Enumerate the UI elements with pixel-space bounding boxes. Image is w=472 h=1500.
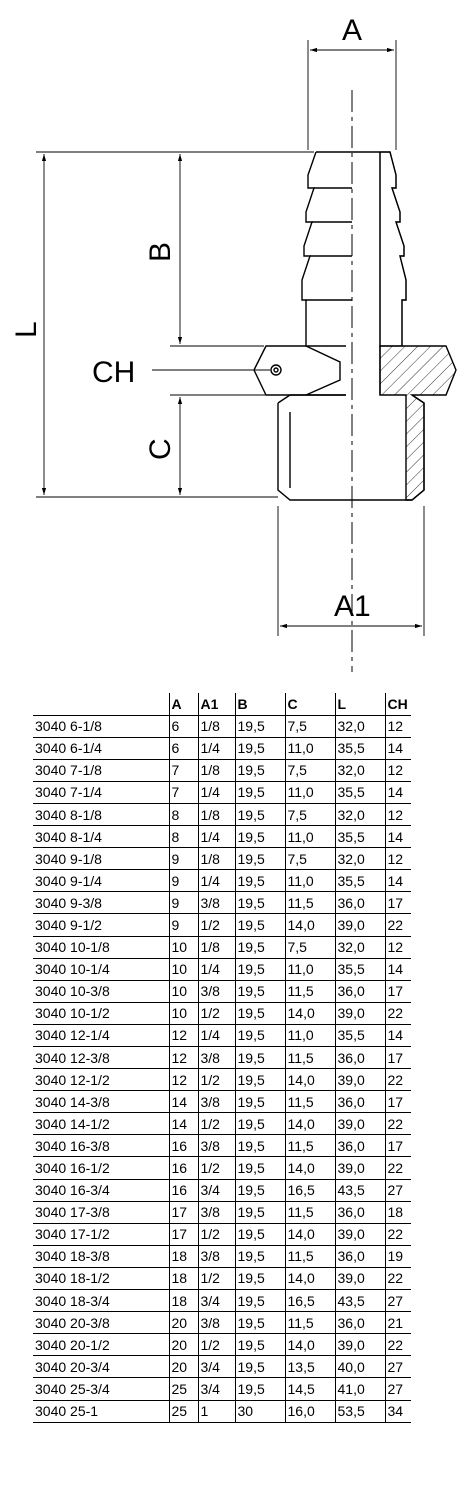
cell-l: 36,0 — [335, 1135, 385, 1157]
cell-a: 10 — [169, 980, 198, 1002]
cell-c: 11,0 — [285, 826, 335, 848]
cell-code: 3040 10-1/2 — [33, 1002, 169, 1024]
cell-b: 19,5 — [235, 1179, 285, 1201]
table-row — [33, 781, 411, 803]
table-row — [33, 892, 411, 914]
cell-ch: 12 — [385, 848, 411, 870]
table-row — [33, 1002, 411, 1024]
cell-c: 11,0 — [285, 781, 335, 803]
cell-b: 19,5 — [235, 1157, 285, 1179]
cell-l: 32,0 — [335, 848, 385, 870]
cell-a: 12 — [169, 1069, 198, 1091]
cell-b: 19,5 — [235, 1091, 285, 1113]
cell-c: 14,0 — [285, 1223, 335, 1245]
cell-a1: 3/4 — [198, 1290, 235, 1312]
cell-code: 3040 16-1/2 — [33, 1157, 169, 1179]
cell-c: 14,0 — [285, 1002, 335, 1024]
cell-c: 11,5 — [285, 980, 335, 1002]
cell-b: 19,5 — [235, 1245, 285, 1267]
cell-l: 35,5 — [335, 826, 385, 848]
cell-b: 19,5 — [235, 870, 285, 892]
cell-a: 20 — [169, 1334, 198, 1356]
table-row — [33, 1069, 411, 1091]
cell-l: 36,0 — [335, 1201, 385, 1223]
cell-ch: 12 — [385, 936, 411, 958]
cell-b: 19,5 — [235, 1113, 285, 1135]
cell-ch: 27 — [385, 1290, 411, 1312]
cell-a: 6 — [169, 715, 198, 737]
cell-ch: 17 — [385, 1047, 411, 1069]
cell-a1: 1/4 — [198, 737, 235, 759]
cell-c: 14,5 — [285, 1378, 335, 1400]
table-row — [33, 958, 411, 980]
cell-b: 19,5 — [235, 1312, 285, 1334]
dim-label-ch: CH — [92, 356, 136, 389]
column-header-b: B — [235, 693, 285, 715]
cell-b: 19,5 — [235, 1047, 285, 1069]
cell-ch: 21 — [385, 1312, 411, 1334]
cell-c: 11,5 — [285, 1091, 335, 1113]
cell-a1: 1/4 — [198, 1024, 235, 1046]
dim-label-a1: A1 — [334, 590, 371, 623]
cell-c: 11,0 — [285, 737, 335, 759]
cell-c: 7,5 — [285, 715, 335, 737]
cell-ch: 14 — [385, 870, 411, 892]
cell-l: 32,0 — [335, 759, 385, 781]
cell-code: 3040 25-3/4 — [33, 1378, 169, 1400]
cell-code: 3040 16-3/8 — [33, 1135, 169, 1157]
cell-c: 14,0 — [285, 1267, 335, 1289]
column-header-l: L — [335, 693, 385, 715]
table-row — [33, 1113, 411, 1135]
cell-a: 9 — [169, 914, 198, 936]
cell-a1: 1/2 — [198, 1334, 235, 1356]
cell-code: 3040 25-1 — [33, 1400, 169, 1422]
cell-a1: 1/8 — [198, 848, 235, 870]
cell-ch: 12 — [385, 715, 411, 737]
table-row — [33, 715, 411, 737]
cell-l: 39,0 — [335, 1002, 385, 1024]
cell-a: 17 — [169, 1201, 198, 1223]
cell-code: 3040 20-3/8 — [33, 1312, 169, 1334]
cell-l: 35,5 — [335, 1024, 385, 1046]
cell-b: 19,5 — [235, 958, 285, 980]
cell-a: 7 — [169, 759, 198, 781]
table-row — [33, 1290, 411, 1312]
cell-l: 41,0 — [335, 1378, 385, 1400]
cell-code: 3040 7-1/8 — [33, 759, 169, 781]
cell-a1: 1/4 — [198, 958, 235, 980]
cell-l: 36,0 — [335, 980, 385, 1002]
cell-code: 3040 12-1/4 — [33, 1024, 169, 1046]
cell-ch: 22 — [385, 1267, 411, 1289]
table-row — [33, 803, 411, 825]
table-row — [33, 1201, 411, 1223]
cell-l: 39,0 — [335, 1113, 385, 1135]
cell-a1: 1/2 — [198, 1002, 235, 1024]
cell-code: 3040 20-1/2 — [33, 1334, 169, 1356]
cell-ch: 14 — [385, 826, 411, 848]
table-row — [33, 1223, 411, 1245]
cell-c: 16,5 — [285, 1290, 335, 1312]
column-header-a1: A1 — [198, 693, 235, 715]
table-row — [33, 737, 411, 759]
cell-c: 11,0 — [285, 870, 335, 892]
cell-a: 14 — [169, 1113, 198, 1135]
cell-code: 3040 9-1/2 — [33, 914, 169, 936]
cell-l: 39,0 — [335, 1157, 385, 1179]
cell-c: 14,0 — [285, 1157, 335, 1179]
table-row — [33, 1024, 411, 1046]
cell-a1: 3/8 — [198, 1312, 235, 1334]
dim-label-b: B — [144, 241, 177, 262]
cell-c: 11,0 — [285, 1024, 335, 1046]
cell-ch: 22 — [385, 1002, 411, 1024]
cell-l: 39,0 — [335, 1334, 385, 1356]
cell-code: 3040 9-1/4 — [33, 870, 169, 892]
cell-code: 3040 18-3/8 — [33, 1245, 169, 1267]
cell-c: 11,5 — [285, 892, 335, 914]
cell-c: 11,5 — [285, 1047, 335, 1069]
cell-code: 3040 18-1/2 — [33, 1267, 169, 1289]
cell-code: 3040 12-1/2 — [33, 1069, 169, 1091]
cell-ch: 12 — [385, 759, 411, 781]
table-body — [33, 715, 411, 1422]
cell-ch: 27 — [385, 1378, 411, 1400]
cell-code: 3040 6-1/8 — [33, 715, 169, 737]
cell-c: 11,5 — [285, 1201, 335, 1223]
cell-b: 19,5 — [235, 781, 285, 803]
cell-b: 19,5 — [235, 1069, 285, 1091]
table-row — [33, 1047, 411, 1069]
cell-c: 7,5 — [285, 759, 335, 781]
table-row — [33, 1267, 411, 1289]
cell-b: 19,5 — [235, 1201, 285, 1223]
cell-l: 32,0 — [335, 936, 385, 958]
cell-a: 16 — [169, 1135, 198, 1157]
table-row — [33, 1356, 411, 1378]
cell-a1: 1 — [198, 1400, 235, 1422]
cell-c: 7,5 — [285, 803, 335, 825]
table-row — [33, 980, 411, 1002]
cell-a1: 3/4 — [198, 1378, 235, 1400]
cell-code: 3040 14-1/2 — [33, 1113, 169, 1135]
cell-a: 10 — [169, 1002, 198, 1024]
cell-c: 11,5 — [285, 1135, 335, 1157]
cell-c: 7,5 — [285, 848, 335, 870]
cell-b: 30 — [235, 1400, 285, 1422]
cell-a1: 3/4 — [198, 1179, 235, 1201]
table-row — [33, 1157, 411, 1179]
cell-c: 14,0 — [285, 1334, 335, 1356]
cell-a1: 3/8 — [198, 980, 235, 1002]
cell-a: 18 — [169, 1245, 198, 1267]
cell-l: 40,0 — [335, 1356, 385, 1378]
dimension-table — [33, 693, 411, 1423]
cell-l: 36,0 — [335, 1091, 385, 1113]
dimension-lines — [36, 40, 424, 636]
cell-a1: 1/4 — [198, 781, 235, 803]
cell-a1: 1/2 — [198, 1223, 235, 1245]
cell-b: 19,5 — [235, 1356, 285, 1378]
cell-ch: 17 — [385, 980, 411, 1002]
column-header-a: A — [169, 693, 198, 715]
cell-a: 16 — [169, 1179, 198, 1201]
cell-b: 19,5 — [235, 848, 285, 870]
cell-l: 35,5 — [335, 870, 385, 892]
cell-b: 19,5 — [235, 1002, 285, 1024]
cell-a: 25 — [169, 1400, 198, 1422]
cell-a1: 1/8 — [198, 936, 235, 958]
cell-a: 6 — [169, 737, 198, 759]
cell-b: 19,5 — [235, 980, 285, 1002]
cell-a: 9 — [169, 870, 198, 892]
cell-code: 3040 6-1/4 — [33, 737, 169, 759]
cell-a: 12 — [169, 1024, 198, 1046]
cell-a1: 1/2 — [198, 1069, 235, 1091]
table-row — [33, 1334, 411, 1356]
cell-a: 8 — [169, 826, 198, 848]
cell-b: 19,5 — [235, 737, 285, 759]
cell-b: 19,5 — [235, 1290, 285, 1312]
technical-drawing — [0, 0, 472, 680]
cell-code: 3040 8-1/4 — [33, 826, 169, 848]
cell-a: 17 — [169, 1223, 198, 1245]
cell-l: 36,0 — [335, 892, 385, 914]
cell-code: 3040 14-3/8 — [33, 1091, 169, 1113]
cell-c: 7,5 — [285, 936, 335, 958]
cell-a: 14 — [169, 1091, 198, 1113]
column-header-ch: CH — [385, 693, 411, 715]
cell-l: 39,0 — [335, 1223, 385, 1245]
cell-a1: 3/8 — [198, 892, 235, 914]
cell-a: 18 — [169, 1290, 198, 1312]
cell-a: 25 — [169, 1378, 198, 1400]
dim-label-c: C — [144, 438, 177, 460]
cell-ch: 14 — [385, 1024, 411, 1046]
cell-c: 11,5 — [285, 1312, 335, 1334]
cell-c: 14,0 — [285, 1069, 335, 1091]
cell-ch: 22 — [385, 1157, 411, 1179]
cell-l: 36,0 — [335, 1245, 385, 1267]
cell-b: 19,5 — [235, 803, 285, 825]
cell-b: 19,5 — [235, 1223, 285, 1245]
cell-a: 7 — [169, 781, 198, 803]
cell-code: 3040 9-3/8 — [33, 892, 169, 914]
cell-l: 39,0 — [335, 914, 385, 936]
cell-code: 3040 12-3/8 — [33, 1047, 169, 1069]
cell-ch: 22 — [385, 1334, 411, 1356]
cell-l: 43,5 — [335, 1290, 385, 1312]
cell-ch: 27 — [385, 1179, 411, 1201]
cell-c: 14,0 — [285, 914, 335, 936]
cell-a: 9 — [169, 892, 198, 914]
cell-c: 14,0 — [285, 1113, 335, 1135]
cell-l: 39,0 — [335, 1267, 385, 1289]
table-row — [33, 1312, 411, 1334]
cell-ch: 22 — [385, 1113, 411, 1135]
cell-a1: 1/8 — [198, 759, 235, 781]
table-row — [33, 1400, 411, 1422]
cell-l: 35,5 — [335, 958, 385, 980]
fitting-outline — [254, 152, 424, 500]
dimension-labels — [10, 14, 371, 623]
cell-c: 11,5 — [285, 1245, 335, 1267]
cell-a1: 3/8 — [198, 1047, 235, 1069]
table-row — [33, 1135, 411, 1157]
table-row — [33, 870, 411, 892]
cell-ch: 27 — [385, 1356, 411, 1378]
table-row — [33, 914, 411, 936]
cell-l: 35,5 — [335, 781, 385, 803]
cell-b: 19,5 — [235, 892, 285, 914]
cell-a: 12 — [169, 1047, 198, 1069]
table-row — [33, 1245, 411, 1267]
cell-code: 3040 10-1/4 — [33, 958, 169, 980]
table-row — [33, 1179, 411, 1201]
cell-a: 9 — [169, 848, 198, 870]
cell-a: 8 — [169, 803, 198, 825]
cell-a1: 3/4 — [198, 1356, 235, 1378]
cell-ch: 18 — [385, 1201, 411, 1223]
cell-l: 35,5 — [335, 737, 385, 759]
cell-a: 10 — [169, 936, 198, 958]
cell-l: 32,0 — [335, 715, 385, 737]
cell-l: 36,0 — [335, 1047, 385, 1069]
cell-b: 19,5 — [235, 1267, 285, 1289]
cell-c: 16,0 — [285, 1400, 335, 1422]
cell-ch: 19 — [385, 1245, 411, 1267]
cell-b: 19,5 — [235, 759, 285, 781]
cell-c: 13,5 — [285, 1356, 335, 1378]
column-header-c: C — [285, 693, 335, 715]
cell-ch: 14 — [385, 781, 411, 803]
cell-a1: 1/2 — [198, 914, 235, 936]
cell-a: 10 — [169, 958, 198, 980]
cell-a: 16 — [169, 1157, 198, 1179]
cell-b: 19,5 — [235, 914, 285, 936]
cell-l: 53,5 — [335, 1400, 385, 1422]
cell-l: 32,0 — [335, 803, 385, 825]
cell-a1: 3/8 — [198, 1135, 235, 1157]
cell-a1: 1/8 — [198, 803, 235, 825]
section-hatch — [380, 152, 456, 500]
cell-b: 19,5 — [235, 826, 285, 848]
cell-a1: 1/4 — [198, 870, 235, 892]
cell-a: 18 — [169, 1267, 198, 1289]
cell-a1: 3/8 — [198, 1091, 235, 1113]
table-row — [33, 759, 411, 781]
cell-ch: 17 — [385, 892, 411, 914]
cell-l: 36,0 — [335, 1312, 385, 1334]
cell-l: 39,0 — [335, 1069, 385, 1091]
cell-b: 19,5 — [235, 1024, 285, 1046]
table-header-row — [33, 693, 411, 715]
cell-l: 43,5 — [335, 1179, 385, 1201]
cell-b: 19,5 — [235, 1334, 285, 1356]
cell-code: 3040 18-3/4 — [33, 1290, 169, 1312]
cell-a1: 1/8 — [198, 715, 235, 737]
cell-ch: 17 — [385, 1135, 411, 1157]
table-row — [33, 936, 411, 958]
cell-a1: 3/8 — [198, 1245, 235, 1267]
cell-b: 19,5 — [235, 1135, 285, 1157]
cell-ch: 17 — [385, 1091, 411, 1113]
cell-code: 3040 16-3/4 — [33, 1179, 169, 1201]
cell-code: 3040 7-1/4 — [33, 781, 169, 803]
cell-ch: 22 — [385, 914, 411, 936]
cell-b: 19,5 — [235, 1378, 285, 1400]
table-row — [33, 1378, 411, 1400]
cell-a1: 1/4 — [198, 826, 235, 848]
cell-code: 3040 17-1/2 — [33, 1223, 169, 1245]
cell-b: 19,5 — [235, 715, 285, 737]
cell-code: 3040 10-1/8 — [33, 936, 169, 958]
cell-c: 16,5 — [285, 1179, 335, 1201]
cell-a: 20 — [169, 1356, 198, 1378]
cell-c: 11,0 — [285, 958, 335, 980]
cell-code: 3040 17-3/8 — [33, 1201, 169, 1223]
table-row — [33, 826, 411, 848]
cell-a1: 3/8 — [198, 1201, 235, 1223]
cell-code: 3040 8-1/8 — [33, 803, 169, 825]
dim-label-l: L — [10, 321, 43, 338]
cell-a: 20 — [169, 1312, 198, 1334]
cell-ch: 14 — [385, 958, 411, 980]
cell-a1: 1/2 — [198, 1113, 235, 1135]
cell-code: 3040 9-1/8 — [33, 848, 169, 870]
cell-a1: 1/2 — [198, 1157, 235, 1179]
cell-code: 3040 10-3/8 — [33, 980, 169, 1002]
column-header-code — [33, 693, 169, 715]
cell-code: 3040 20-3/4 — [33, 1356, 169, 1378]
dim-label-a: A — [342, 14, 363, 47]
cell-ch: 14 — [385, 737, 411, 759]
cell-ch: 22 — [385, 1069, 411, 1091]
cell-ch: 12 — [385, 803, 411, 825]
table-row — [33, 848, 411, 870]
cell-ch: 34 — [385, 1400, 411, 1422]
cell-a1: 1/2 — [198, 1267, 235, 1289]
table-row — [33, 1091, 411, 1113]
cell-b: 19,5 — [235, 936, 285, 958]
cell-ch: 22 — [385, 1223, 411, 1245]
